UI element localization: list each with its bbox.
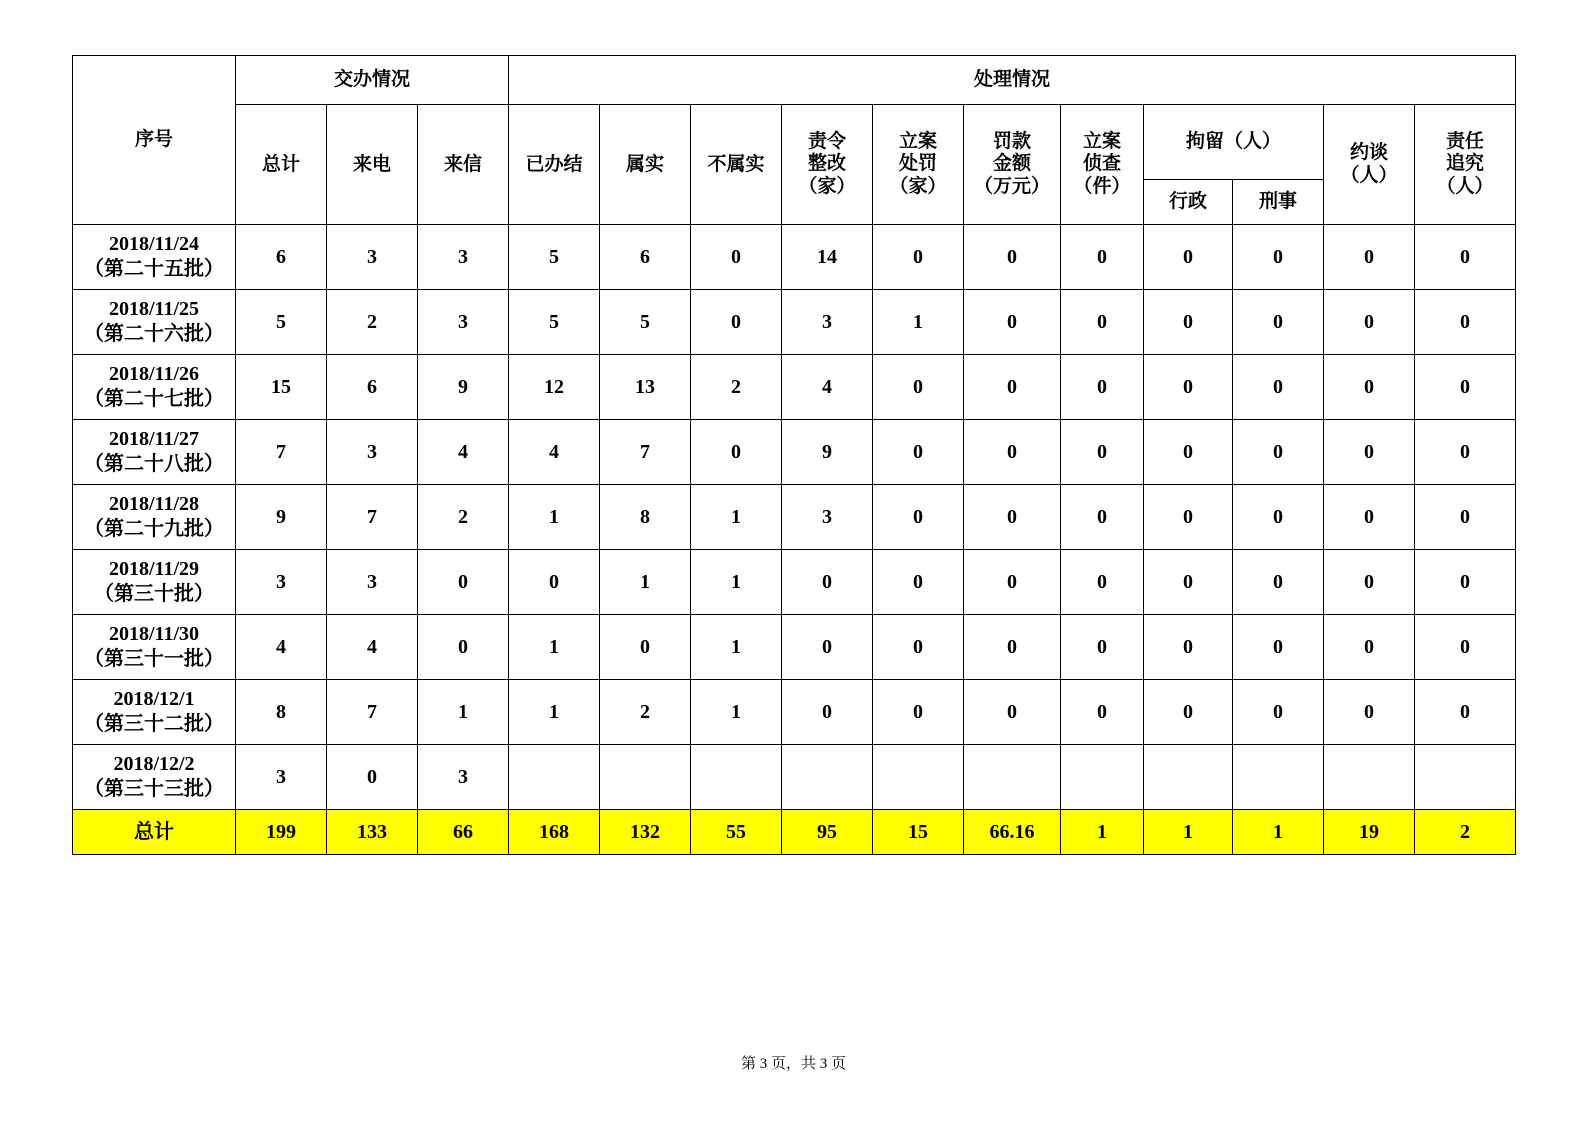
header-group-handle: 处理情况 — [509, 56, 1516, 105]
table-cell: 0 — [1415, 420, 1516, 485]
table-cell: 0 — [964, 290, 1061, 355]
table-cell: 8 — [236, 680, 327, 745]
table-cell — [1324, 745, 1415, 810]
row-date: 2018/11/27 — [108, 428, 199, 450]
row-batch: （第三十二批） — [84, 713, 224, 735]
table-cell — [1144, 745, 1233, 810]
table-cell — [600, 745, 691, 810]
table-cell: 0 — [964, 355, 1061, 420]
table-cell: 0 — [1061, 355, 1144, 420]
row-date: 2018/11/24 — [108, 233, 199, 255]
total-cell: 168 — [509, 810, 600, 855]
table-cell: 0 — [964, 225, 1061, 290]
table-cell: 3 — [327, 550, 418, 615]
total-cell: 19 — [1324, 810, 1415, 855]
table-cell: 9 — [418, 355, 509, 420]
table-cell: 0 — [1233, 680, 1324, 745]
table-cell: 0 — [1324, 420, 1415, 485]
header-col-punish-line2: 处罚 — [898, 153, 937, 175]
table-cell: 1 — [691, 615, 782, 680]
table-cell: 0 — [1233, 225, 1324, 290]
table-cell: 13 — [600, 355, 691, 420]
table-cell: 0 — [1233, 550, 1324, 615]
total-cell: 55 — [691, 810, 782, 855]
table-cell: 0 — [964, 485, 1061, 550]
table-cell: 0 — [873, 225, 964, 290]
header-col-investigate-line3: （件） — [1073, 175, 1131, 197]
table-cell: 0 — [1061, 485, 1144, 550]
page-footer: 第 3 页，共 3 页 — [740, 1056, 846, 1072]
table-cell: 4 — [327, 615, 418, 680]
header-row-cols — [73, 105, 1516, 180]
table-cell: 0 — [782, 680, 873, 745]
table-cell: 3 — [236, 550, 327, 615]
table-cell: 0 — [1324, 550, 1415, 615]
table-cell: 0 — [1233, 355, 1324, 420]
table-cell: 3 — [418, 225, 509, 290]
header-group-assign: 交办情况 — [236, 56, 509, 105]
row-header-date — [73, 680, 236, 745]
total-cell: 66.16 — [964, 810, 1061, 855]
table-cell: 0 — [1233, 420, 1324, 485]
header-seq: 序号 — [73, 56, 236, 225]
total-cell: 132 — [600, 810, 691, 855]
header-col-detain-criminal: 刑事 — [1233, 180, 1324, 225]
header-col-true: 属实 — [600, 105, 691, 225]
header-col-false: 不属实 — [691, 105, 782, 225]
table-cell: 0 — [964, 420, 1061, 485]
table-cell: 7 — [600, 420, 691, 485]
table-cell: 0 — [964, 550, 1061, 615]
total-cell: 66 — [418, 810, 509, 855]
row-batch: （第三十批） — [94, 583, 214, 605]
table-cell: 0 — [1144, 225, 1233, 290]
total-cell: 15 — [873, 810, 964, 855]
table-cell: 0 — [1233, 615, 1324, 680]
row-header-date — [73, 615, 236, 680]
row-header-date — [73, 420, 236, 485]
row-header-date — [73, 355, 236, 420]
row-batch: （第二十七批） — [84, 388, 224, 410]
row-date: 2018/11/25 — [108, 298, 199, 320]
row-batch: （第三十三批） — [84, 778, 224, 800]
header-col-interview — [1324, 105, 1415, 225]
table-cell: 1 — [509, 485, 600, 550]
row-date: 2018/11/29 — [108, 558, 199, 580]
table-cell: 0 — [1324, 680, 1415, 745]
table-cell: 0 — [873, 550, 964, 615]
table-cell: 2 — [327, 290, 418, 355]
row-header-date — [73, 550, 236, 615]
table-row — [73, 420, 1516, 485]
table-cell: 0 — [1144, 485, 1233, 550]
table-cell: 0 — [1061, 680, 1144, 745]
report-table — [72, 55, 1516, 855]
header-col-call: 来电 — [327, 105, 418, 225]
table-cell — [782, 745, 873, 810]
row-date: 2018/12/2 — [113, 753, 195, 775]
table-cell: 1 — [873, 290, 964, 355]
header-row-groups — [73, 56, 1516, 105]
header-col-investigate — [1061, 105, 1144, 225]
total-cell: 2 — [1415, 810, 1516, 855]
row-header-date — [73, 745, 236, 810]
table-cell: 1 — [691, 485, 782, 550]
table-cell: 0 — [1061, 550, 1144, 615]
table-cell: 4 — [236, 615, 327, 680]
table-cell: 0 — [1415, 615, 1516, 680]
table-cell: 0 — [1144, 420, 1233, 485]
table-cell: 0 — [691, 225, 782, 290]
table-cell: 14 — [782, 225, 873, 290]
row-header-date — [73, 225, 236, 290]
table-header — [73, 56, 1516, 225]
table-cell: 4 — [418, 420, 509, 485]
total-cell: 1 — [1233, 810, 1324, 855]
table-cell: 0 — [1415, 290, 1516, 355]
table-row — [73, 745, 1516, 810]
header-col-fine — [964, 105, 1061, 225]
table-cell: 0 — [418, 615, 509, 680]
row-date: 2018/11/30 — [108, 623, 199, 645]
table-cell: 0 — [873, 680, 964, 745]
row-date: 2018/11/26 — [108, 363, 199, 385]
table-row — [73, 290, 1516, 355]
table-cell: 0 — [1415, 225, 1516, 290]
table-cell: 1 — [600, 550, 691, 615]
table-cell: 9 — [236, 485, 327, 550]
table-cell: 0 — [1061, 615, 1144, 680]
table-cell: 0 — [418, 550, 509, 615]
header-col-punish-line3: （家） — [889, 175, 947, 197]
row-batch: （第三十一批） — [84, 648, 224, 670]
table-cell: 5 — [509, 225, 600, 290]
table-cell: 7 — [236, 420, 327, 485]
table-row — [73, 225, 1516, 290]
header-col-fine-line2: 金额 — [992, 153, 1031, 175]
table-row — [73, 355, 1516, 420]
table-cell: 3 — [327, 420, 418, 485]
table-cell — [964, 745, 1061, 810]
table-cell: 3 — [236, 745, 327, 810]
table-cell: 3 — [327, 225, 418, 290]
header-col-investigate-line2: 侦查 — [1082, 153, 1121, 175]
total-label: 总计 — [73, 810, 236, 855]
total-cell: 1 — [1144, 810, 1233, 855]
header-col-rectify — [782, 105, 873, 225]
table-cell: 0 — [782, 550, 873, 615]
table-cell: 0 — [327, 745, 418, 810]
total-cell: 95 — [782, 810, 873, 855]
table-body — [73, 225, 1516, 855]
table-cell: 0 — [1324, 290, 1415, 355]
table-cell: 3 — [418, 290, 509, 355]
table-cell: 2 — [600, 680, 691, 745]
header-col-total: 总计 — [236, 105, 327, 225]
table-cell: 7 — [327, 485, 418, 550]
table-cell: 0 — [1233, 485, 1324, 550]
table-cell: 0 — [1144, 680, 1233, 745]
header-col-interview-line2: （人） — [1340, 164, 1398, 186]
table-cell: 0 — [1324, 355, 1415, 420]
table-cell: 6 — [236, 225, 327, 290]
table-cell: 0 — [1415, 550, 1516, 615]
table-cell: 4 — [782, 355, 873, 420]
table-cell: 3 — [782, 485, 873, 550]
row-batch: （第二十五批） — [84, 258, 224, 280]
header-col-letter: 来信 — [418, 105, 509, 225]
row-batch: （第二十九批） — [84, 518, 224, 540]
table-cell: 0 — [1324, 615, 1415, 680]
header-col-detain: 拘留（人） — [1144, 105, 1324, 180]
table-cell: 0 — [1415, 680, 1516, 745]
row-date: 2018/12/1 — [113, 688, 195, 710]
table-cell: 0 — [873, 615, 964, 680]
header-col-accountability-line1: 责任 — [1446, 130, 1485, 152]
header-col-punish — [873, 105, 964, 225]
table-cell: 0 — [964, 680, 1061, 745]
row-header-date — [73, 290, 236, 355]
table-cell: 1 — [691, 550, 782, 615]
table-cell: 1 — [509, 615, 600, 680]
table-cell: 0 — [1144, 615, 1233, 680]
table-cell: 1 — [509, 680, 600, 745]
table-cell: 2 — [418, 485, 509, 550]
table-row — [73, 615, 1516, 680]
table-cell: 0 — [1233, 290, 1324, 355]
header-col-accountability-line2: 追究 — [1446, 153, 1485, 175]
table-cell: 0 — [1061, 290, 1144, 355]
table-cell: 0 — [600, 615, 691, 680]
total-cell: 199 — [236, 810, 327, 855]
table-cell: 0 — [1061, 225, 1144, 290]
header-col-rectify-line2: 整改 — [807, 153, 846, 175]
header-col-rectify-line3: （家） — [798, 175, 856, 197]
table-cell — [1415, 745, 1516, 810]
table-cell: 5 — [236, 290, 327, 355]
table-cell: 0 — [1324, 225, 1415, 290]
table-cell: 0 — [1144, 550, 1233, 615]
header-col-punish-line1: 立案 — [898, 130, 937, 152]
table-cell: 1 — [418, 680, 509, 745]
header-col-detain-admin: 行政 — [1144, 180, 1233, 225]
table-row — [73, 550, 1516, 615]
table-cell: 12 — [509, 355, 600, 420]
row-batch: （第二十八批） — [84, 453, 224, 475]
table-cell: 0 — [1324, 485, 1415, 550]
table-cell: 1 — [691, 680, 782, 745]
table-row — [73, 485, 1516, 550]
table-cell: 0 — [1415, 485, 1516, 550]
header-col-investigate-line1: 立案 — [1082, 130, 1121, 152]
table-cell — [1233, 745, 1324, 810]
total-cell: 1 — [1061, 810, 1144, 855]
table-cell: 0 — [1061, 420, 1144, 485]
header-col-accountability — [1415, 105, 1516, 225]
table-cell: 4 — [509, 420, 600, 485]
table-cell: 15 — [236, 355, 327, 420]
table-cell — [509, 745, 600, 810]
table-cell: 3 — [418, 745, 509, 810]
table-cell: 6 — [600, 225, 691, 290]
table-cell: 0 — [964, 615, 1061, 680]
table-cell: 0 — [873, 355, 964, 420]
row-batch: （第二十六批） — [84, 323, 224, 345]
table-cell: 9 — [782, 420, 873, 485]
row-date: 2018/11/28 — [108, 493, 199, 515]
header-col-interview-line1: 约谈 — [1349, 142, 1388, 164]
table-cell: 5 — [600, 290, 691, 355]
table-cell — [691, 745, 782, 810]
table-row — [73, 680, 1516, 745]
table-cell: 0 — [1144, 290, 1233, 355]
table-cell: 0 — [782, 615, 873, 680]
table-cell: 7 — [327, 680, 418, 745]
header-col-done: 已办结 — [509, 105, 600, 225]
row-header-date — [73, 485, 236, 550]
table-cell: 5 — [509, 290, 600, 355]
table-cell: 0 — [1415, 355, 1516, 420]
table-cell: 0 — [691, 290, 782, 355]
table-cell: 8 — [600, 485, 691, 550]
header-col-rectify-line1: 责令 — [807, 130, 846, 152]
table-cell: 0 — [1144, 355, 1233, 420]
table-cell — [873, 745, 964, 810]
header-col-fine-line1: 罚款 — [992, 130, 1031, 152]
header-col-accountability-line3: （人） — [1436, 175, 1494, 197]
table-cell: 0 — [509, 550, 600, 615]
table-cell: 0 — [873, 420, 964, 485]
table-cell: 6 — [327, 355, 418, 420]
table-cell — [1061, 745, 1144, 810]
header-col-fine-line3: （万元） — [973, 175, 1050, 197]
table-cell: 0 — [691, 420, 782, 485]
table-cell: 0 — [873, 485, 964, 550]
total-cell: 133 — [327, 810, 418, 855]
table-cell: 3 — [782, 290, 873, 355]
table-total-row — [73, 810, 1516, 855]
table-cell: 2 — [691, 355, 782, 420]
